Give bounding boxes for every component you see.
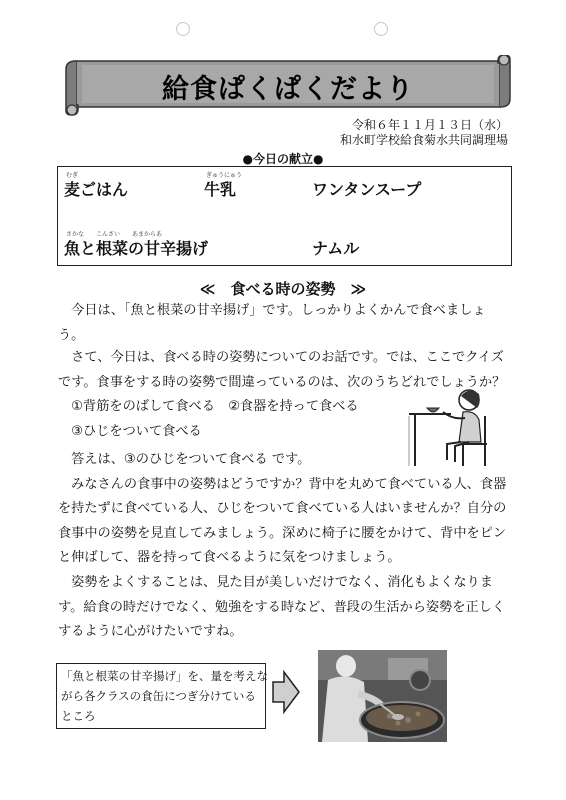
article-line: 姿勢をよくすることは、見た目が美しいだけでなく、消化もよくなりま [58, 575, 493, 590]
article-line: さて、今日は、食べる時の姿勢についてのお話です。では、ここでクイズ [58, 350, 504, 365]
menu-item-soup: ワンタンスープ [312, 180, 422, 199]
article-closing [58, 571, 518, 645]
title-banner [62, 55, 514, 117]
issue-date: 令和６年１１月１３日（水） [351, 118, 508, 132]
menu-box [57, 166, 512, 266]
menu-item-namul: ナムル [312, 239, 360, 258]
caption-line: がら各クラスの食缶につぎ分けている [61, 689, 256, 703]
menu-item-milk: 牛乳 [204, 180, 237, 199]
article-line: です。食事をする時の姿勢で間違っているのは、次のうちどれでしょうか？ [58, 374, 506, 390]
caption-line: 「魚と根菜の甘辛揚げ」を、量を考えな [61, 669, 268, 683]
menu-item-ruby: むぎ [66, 172, 79, 179]
article-answer [58, 448, 518, 571]
quiz-options-line: ①背筋をのばして食べる ②食器を持って食べる [58, 399, 359, 414]
article-line: 答えは、③のひじをついて食べる です。 [58, 452, 311, 467]
menu-item-ruby: さかな こんさい あまからあ [66, 231, 163, 238]
article-intro [58, 299, 518, 348]
menu-heading: ●今日の献立● [242, 152, 324, 166]
article-heading: ≪ 食べる時の姿勢 ≫ [199, 280, 367, 298]
arrow-right-icon [272, 670, 300, 714]
article-line: う。 [58, 327, 85, 343]
quiz-options-line: ③ひじをついて食べる [58, 423, 202, 439]
article-line: するように心がけたいですね。 [58, 624, 243, 639]
menu-item-ruby: ぎゅうにゅう [206, 172, 242, 179]
organization-name: 和水町学校給食菊水共同調理場 [339, 133, 508, 147]
article-line: す。給食の時だけでなく、勉強をする時など、普段の生活から姿勢を正しく [58, 599, 506, 615]
photo-caption [56, 663, 266, 729]
article-line: みなさんの食事中の姿勢はどうですか？背中を丸めて食べている人、食器 [58, 476, 507, 492]
kitchen-staff-photo [318, 650, 447, 742]
article-line: と伸ばして、器を持って食べるように気をつけましょう。 [58, 550, 401, 565]
menu-item-rice: 麦ごはん [64, 180, 129, 199]
newsletter-title: 給食ぱくぱくだより [162, 74, 414, 105]
caption-line: ところ [61, 709, 96, 723]
article-line: 食事中の姿勢を見直してみましょう。深めに椅子に腰をかけて、背中をピン [58, 525, 507, 541]
menu-item-fish: 魚と根菜の甘辛揚げ [64, 239, 209, 258]
article-line: 今日は、「魚と根菜の甘辛揚げ」です。しっかりよくかんで食べましょ [58, 303, 486, 318]
punch-hole-right [374, 22, 388, 36]
article-line: を持たずに食べている人、ひじをついて食べている人はいませんか？自分の [58, 501, 507, 516]
punch-hole-left [176, 22, 190, 36]
